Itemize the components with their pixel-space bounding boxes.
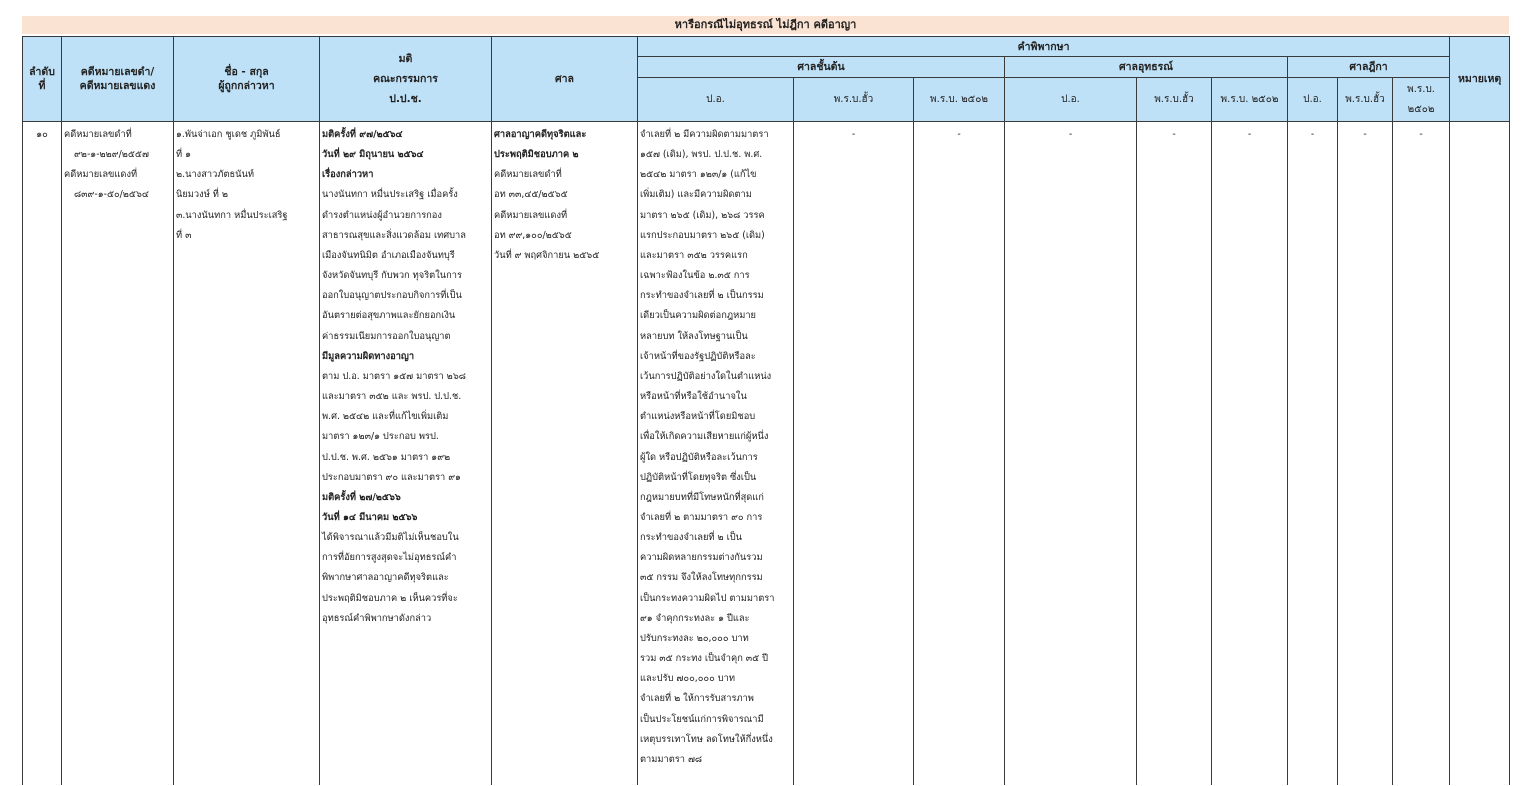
text-line: ได้พิจารณาแล้วมีมติไม่เห็นชอบใน — [322, 532, 459, 544]
text-line: นางนันทกา หมื่นประเสริฐ เมื่อครั้ง — [322, 189, 458, 201]
header-supreme-prb-new: พ.ร.บ.ฮั้ว — [1338, 78, 1393, 122]
text-line: อุทธรณ์คำพิพากษาดังกล่าว — [322, 612, 432, 624]
text-line: จำเลยที่ ๒ ให้การรับสารภาพ — [640, 693, 754, 705]
cell-remark — [1450, 122, 1510, 786]
cell-no: ๑๐ — [23, 122, 62, 786]
text-line: และปรับ ๗๐๐,๐๐๐ บาท — [640, 673, 735, 685]
text-line: การที่อัยการสูงสุดจะไม่อุทธรณ์คำ — [322, 552, 457, 564]
text-line: มติครั้งที่ ๒๗/๒๕๖๖ — [322, 491, 401, 503]
text-line: อท ๙๙,๑๐๐/๒๕๖๕ — [494, 229, 572, 241]
text-line: และมาตรา ๓๕๒ และ พรป. ป.ป.ช. — [322, 391, 462, 403]
cell-accused-name: ๑.พันจ่าเอก ชูเดช ภูมิพันธ์ ที่ ๑ ๒.นางสาวภัตธนันท์ นิยมวงษ์ ที่ ๒ ๓.นางนันทกา หมื่นประเสริฐ ที่ ๓ — [174, 122, 320, 786]
text-line: คดีหมายเลขแดงที่ — [494, 209, 568, 221]
text-line: เรื่องกล่าวหา — [322, 169, 374, 181]
text-line: กฎหมายบทที่มีโทษหนักที่สุดแก่ — [640, 491, 764, 503]
cell-appeal-prb-old: - — [1212, 122, 1288, 786]
text-line: เจ้าหน้าที่ของรัฐปฏิบัติหรือละ — [640, 350, 756, 362]
text-line: มาตรา ๑๒๓/๑ ประกอบ พรป. — [322, 431, 439, 443]
header-first-prb-old: พ.ร.บ. ๒๕๐๒ — [914, 78, 1005, 122]
text-line: เป็นกระทงความผิดไป ตามมาตรา — [640, 592, 775, 604]
text-line: ตาม ป.อ. มาตรา ๑๕๗ มาตรา ๒๖๘ — [322, 370, 466, 382]
header-supreme-po: ป.อ. — [1288, 78, 1338, 122]
header-accused-name: ชื่อ - สกุล ผู้ถูกกล่าวหา — [174, 37, 320, 122]
cell-first-prb-old: - — [914, 122, 1005, 786]
text-line: เมืองจันทนิมิต อำเภอเมืองจันทบุรี — [322, 249, 455, 261]
text-line: เดียวเป็นความผิดต่อกฎหมาย — [640, 310, 757, 322]
header-committee-resolution: มติ คณะกรรมการ ป.ป.ช. — [320, 37, 492, 122]
header-first-prb-new: พ.ร.บ.ฮั้ว — [794, 78, 914, 122]
text-line: ผู้ใด หรือปฏิบัติหรือละเว้นการ — [640, 451, 758, 463]
text-line: จำเลยที่ ๒ มีความผิดตามมาตรา — [640, 129, 769, 140]
text-line: เพิ่มเติม) และมีความผิดตาม — [640, 189, 752, 201]
text-line: ตามมาตรา ๗๘ — [640, 753, 703, 765]
text-line: กระทำของจำเลยที่ ๒ เป็นกรรม — [640, 290, 764, 302]
text-line: คดีหมายเลขดำที่ — [494, 169, 562, 181]
header-supreme-prb-old: พ.ร.บ. ๒๕๐๒ — [1393, 78, 1450, 122]
header-appeal-prb-old: พ.ร.บ. ๒๕๐๒ — [1212, 78, 1288, 122]
text-line: อันตรายต่อสุขภาพและยักยอกเงิน — [322, 310, 456, 322]
header-court: ศาล — [492, 37, 638, 122]
text-line: รวม ๓๕ กระทง เป็นจำคุก ๓๕ ปี — [640, 653, 769, 665]
text-line: เหตุบรรเทาโทษ ลดโทษให้กึ่งหนึ่ง — [640, 733, 773, 745]
text-line: ตำแหน่งหรือหน้าที่โดยมิชอบ — [640, 411, 756, 423]
header-appeal-po: ป.อ. — [1005, 78, 1137, 122]
text-line: ดำรงตำแหน่งผู้อำนวยการกอง — [322, 209, 442, 221]
text-line: ออกใบอนุญาตประกอบกิจการที่เป็น — [322, 290, 462, 302]
header-first-instance-court: ศาลชั้นต้น — [638, 57, 1005, 78]
text-line: มาตรา ๒๖๕ (เดิม), ๒๖๘ วรรค — [640, 209, 765, 221]
text-line: พิพากษาศาลอาญาคดีทุจริตและ — [322, 572, 449, 584]
text-line: สาธารณสุขและสิ่งแวดล้อม เทศบาล — [322, 229, 466, 241]
header-judgment: คำพิพากษา — [638, 37, 1450, 57]
text-line: มีมูลความผิดทางอาญา — [322, 350, 415, 362]
text-line: ๑๕๗ (เดิม), พรป. ป.ป.ช. พ.ศ. — [640, 149, 763, 161]
text-line: ป.ป.ช. พ.ศ. ๒๕๖๑ มาตรา ๑๙๒ — [322, 451, 451, 463]
text-line: อท ๓๓,๔๕/๒๕๖๕ — [494, 189, 568, 201]
text-line: จังหวัดจันทบุรี กับพวก ทุจริตในการ — [322, 270, 462, 282]
cell-first-prb-new: - — [794, 122, 914, 786]
text-line: พ.ศ. ๒๕๔๒ และที่แก้ไขเพิ่มเติม — [322, 411, 449, 423]
text-line: และมาตรา ๓๕๒ วรรคแรก — [640, 249, 748, 261]
header-first-po: ป.อ. — [638, 78, 794, 122]
text-line: หรือหน้าที่หรือใช้อำนาจใน — [640, 391, 747, 403]
cell-appeal-po: - — [1005, 122, 1137, 786]
text-line: ๒๕๔๒ มาตรา ๑๒๓/๑ (แก้ไข — [640, 169, 757, 181]
text-line: จำเลยที่ ๒ ตามมาตรา ๙๐ การ — [640, 511, 763, 523]
text-line: เฉพาะฟ้องในข้อ ๒.๓๕ การ — [640, 270, 750, 282]
header-supreme-court: ศาลฎีกา — [1288, 57, 1450, 78]
cell-supreme-prb-new: - — [1338, 122, 1393, 786]
text-line: ปรับกระทงละ ๒๐,๐๐๐ บาท — [640, 632, 749, 644]
text-line: ปฏิบัติหน้าที่โดยทุจริต ซึ่งเป็น — [640, 471, 757, 483]
text-line: ประพฤติมิชอบภาค ๒ เห็นควรที่จะ — [322, 592, 458, 604]
cases-table — [22, 36, 1510, 785]
cell-supreme-po: - — [1288, 122, 1338, 786]
header-case-number: คดีหมายเลขดำ/ คดีหมายเลขแดง — [62, 37, 174, 122]
text-line: หลายบท ให้ลงโทษฐานเป็น — [640, 330, 748, 342]
text-line: ค่าธรรมเนียมการออกใบอนุญาต — [322, 330, 451, 342]
text-line: ๙๑ จำคุกกระทงละ ๑ ปีและ — [640, 612, 750, 624]
text-line: ความผิดหลายกรรมต่างกันรวม — [640, 552, 763, 564]
text-line: ศาลอาญาคดีทุจริตและ — [494, 129, 587, 140]
table-title: หารือกรณีไม่อุทธรณ์ ไม่ฎีกา คดีอาญา — [22, 16, 1509, 34]
cell-committee-resolution — [320, 122, 492, 786]
text-line: วันที่ ๒๙ มิถุนายน ๒๕๖๔ — [322, 149, 424, 161]
cell-judgment-first-po — [638, 122, 794, 786]
header-no: ลำดับ ที่ — [23, 37, 62, 122]
text-line: ประพฤติมิชอบภาค ๒ — [494, 149, 579, 161]
cell-case-number: คดีหมายเลขดำที่ ๙๒-๑-๒๒๙/๒๕๕๗ คดีหมายเลขแดงที่ ๘๓๙-๑-๕๐/๒๕๖๔ — [62, 122, 174, 786]
cell-appeal-prb-new: - — [1137, 122, 1212, 786]
text-line: เพื่อให้เกิดความเสียหายแก่ผู้หนึ่ง — [640, 431, 769, 443]
text-line: ประกอบมาตรา ๙๐ และมาตรา ๙๑ — [322, 471, 461, 483]
text-line: วันที่ ๙ พฤศจิกายน ๒๕๖๕ — [494, 249, 600, 261]
table-row — [23, 122, 1510, 786]
header-appeal-court: ศาลอุทธรณ์ — [1005, 57, 1288, 78]
cell-court — [492, 122, 638, 786]
cell-supreme-prb-old: - — [1393, 122, 1450, 786]
header-appeal-prb-new: พ.ร.บ.ฮั้ว — [1137, 78, 1212, 122]
text-line: มติครั้งที่ ๙๗/๒๕๖๔ — [322, 129, 403, 140]
text-line: กระทำของจำเลยที่ ๒ เป็น — [640, 532, 743, 544]
text-line: วันที่ ๑๔ มีนาคม ๒๕๖๖ — [322, 511, 418, 523]
text-line: เว้นการปฏิบัติอย่างใดในตำแหน่ง — [640, 370, 772, 382]
text-line: แรกประกอบมาตรา ๒๖๕ (เดิม) — [640, 229, 765, 241]
header-remark: หมายเหตุ — [1450, 37, 1510, 122]
text-line: ๓๕ กรรม จึงให้ลงโทษทุกกรรม — [640, 572, 763, 584]
text-line: เป็นประโยชน์แก่การพิจารณามี — [640, 713, 764, 725]
